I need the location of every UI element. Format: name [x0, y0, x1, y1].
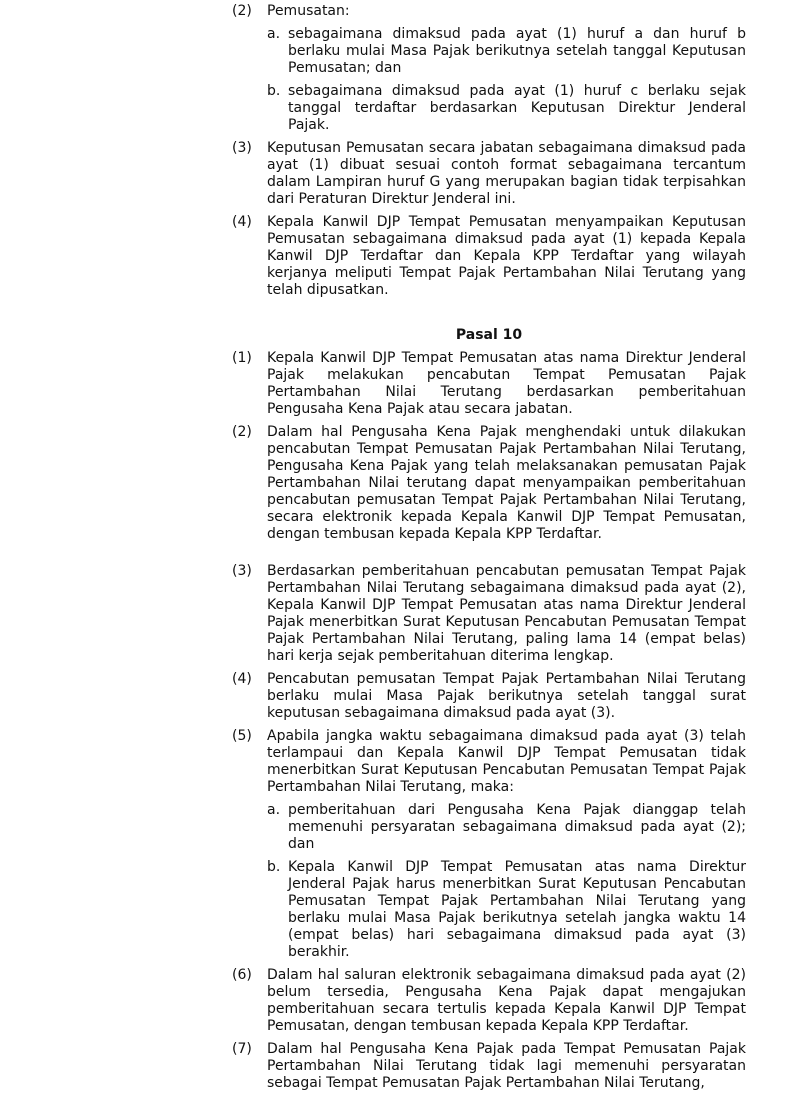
clause-item: [232, 140, 746, 208]
clause-item: [232, 214, 746, 299]
sub-clause-item: [267, 83, 746, 134]
sub-clause-letter: a.: [267, 26, 281, 42]
sub-clause-text: pemberitahuan dari Pengusaha Kena Pajak dianggap telah memenuhi persyaratan sebagaimana dimaksud pada ayat (2); dan: [288, 802, 746, 852]
clause-text: Dalam hal saluran elektronik sebagaimana dimaksud pada ayat (2) belum tersedia, Pengusaha Kena Pajak dapat mengajukan pemberitahuan secara tertulis kepada Kepala Kanwil DJP Tempat Pemusatan, dengan tembusan kepada Kepala KPP Terdaftar.: [267, 967, 746, 1034]
sub-clause-item: [267, 802, 746, 853]
clause-text: Pemusatan:: [267, 3, 350, 19]
clause-text: Dalam hal Pengusaha Kena Pajak pada Tempat Pemusatan Pajak Pertambahan Nilai Terutang tidak lagi memenuhi persyaratan sebagai Tempat Pemusatan Pajak Pertambahan Nilai Terutang,: [267, 1041, 746, 1091]
sub-clause-text: sebagaimana dimaksud pada ayat (1) huruf a dan huruf b berlaku mulai Masa Pajak berikutnya setelah tanggal Keputusan Pemusatan; dan: [288, 26, 746, 76]
spacer: [232, 549, 746, 563]
document-page: [232, 3, 746, 1098]
clause-text: Berdasarkan pemberitahuan pencabutan pemusatan Tempat Pajak Pertambahan Nilai Terutang sebagaimana dimaksud pada ayat (2), Kepala Kanwil DJP Tempat Pemusatan atas nama Direktur Jenderal Pajak menerbitkan Surat Keputusan Pencabutan Pemusatan Tempat Pajak Pertambahan Nilai Terutang, paling lama 14 (empat belas) hari kerja sejak pemberitahuan diterima lengkap.: [267, 563, 746, 664]
sub-clause-item: [267, 859, 746, 961]
clause-item: [232, 967, 746, 1035]
sub-clause-item: [267, 26, 746, 77]
article-heading: Pasal 10: [455, 327, 523, 343]
clause-text: Kepala Kanwil DJP Tempat Pemusatan atas nama Direktur Jenderal Pajak melakukan pencabutan Tempat Pemusatan Pajak Pertambahan Nilai Terutang berdasarkan pemberitahuan Pengusaha Kena Pajak atau secara jabatan.: [267, 350, 746, 417]
clause-number: (2): [232, 424, 252, 440]
clause-number: (6): [232, 967, 252, 983]
clause-text: Dalam hal Pengusaha Kena Pajak menghendaki untuk dilakukan pencabutan Tempat Pemusatan Pajak Pertambahan Nilai Terutang, Pengusaha Kena Pajak yang telah melaksanakan pemusatan Pajak Pertambahan Nilai terutang dapat menyampaikan pemberitahuan pencabutan pemusatan Tempat Pajak Pertambahan Nilai Terutang, secara elektronik kepada Kepala Kanwil DJP Tempat Pemusatan, dengan tembusan kepada Kepala KPP Terdaftar.: [267, 424, 746, 542]
clause-item: [232, 563, 746, 665]
clause-number: (5): [232, 728, 252, 744]
clause-number: (7): [232, 1041, 252, 1057]
clause-number: (4): [232, 671, 252, 687]
clause-text: Pencabutan pemusatan Tempat Pajak Pertambahan Nilai Terutang berlaku mulai Masa Pajak berikutnya setelah tanggal surat keputusan sebagaimana dimaksud pada ayat (3).: [267, 671, 746, 721]
clause-item: [232, 728, 746, 961]
sub-clause-letter: b.: [267, 859, 281, 875]
clause-number: (3): [232, 140, 252, 156]
clause-text: Keputusan Pemusatan secara jabatan sebagaimana dimaksud pada ayat (1) dibuat sesuai contoh format sebagaimana tercantum dalam Lampiran huruf G yang merupakan bagian tidak terpisahkan dari Peraturan Direktur Jenderal ini.: [267, 140, 746, 207]
clause-number: (3): [232, 563, 252, 579]
sub-clause-letter: a.: [267, 802, 281, 818]
clause-number: (2): [232, 3, 252, 19]
clause-number: (1): [232, 350, 252, 366]
clause-text: Kepala Kanwil DJP Tempat Pemusatan menyampaikan Keputusan Pemusatan sebagaimana dimaksud pada ayat (1) kepada Kepala Kanwil DJP Terdaftar dan Kepala KPP Terdaftar yang wilayah kerjanya meliputi Tempat Pajak Pertambahan Nilai Terutang yang telah dipusatkan.: [267, 214, 746, 298]
sub-clause-text: Kepala Kanwil DJP Tempat Pemusatan atas nama Direktur Jenderal Pajak harus menerbitkan Surat Keputusan Pencabutan Pemusatan Tempat Pajak Pertambahan Nilai Terutang yang berlaku mulai Masa Pajak berikutnya setelah jangka waktu 14 (empat belas) hari sebagaimana dimaksud pada ayat (3) berakhir.: [288, 859, 746, 960]
clause-item: [232, 3, 746, 134]
clause-item: [232, 671, 746, 722]
sub-clause-letter: b.: [267, 83, 281, 99]
clause-item: [232, 1041, 746, 1092]
clause-number: (4): [232, 214, 252, 230]
clause-item: [232, 424, 746, 543]
clause-item: [232, 350, 746, 418]
sub-clause-text: sebagaimana dimaksud pada ayat (1) huruf c berlaku sejak tanggal terdaftar berdasarkan Keputusan Direktur Jenderal Pajak.: [288, 83, 746, 133]
clause-text: Apabila jangka waktu sebagaimana dimaksud pada ayat (3) telah terlampaui dan Kepala Kanwil DJP Tempat Pemusatan tidak menerbitkan Surat Keputusan Pencabutan Pemusatan Tempat Pajak Pertambahan Nilai Terutang, maka:: [267, 728, 746, 795]
